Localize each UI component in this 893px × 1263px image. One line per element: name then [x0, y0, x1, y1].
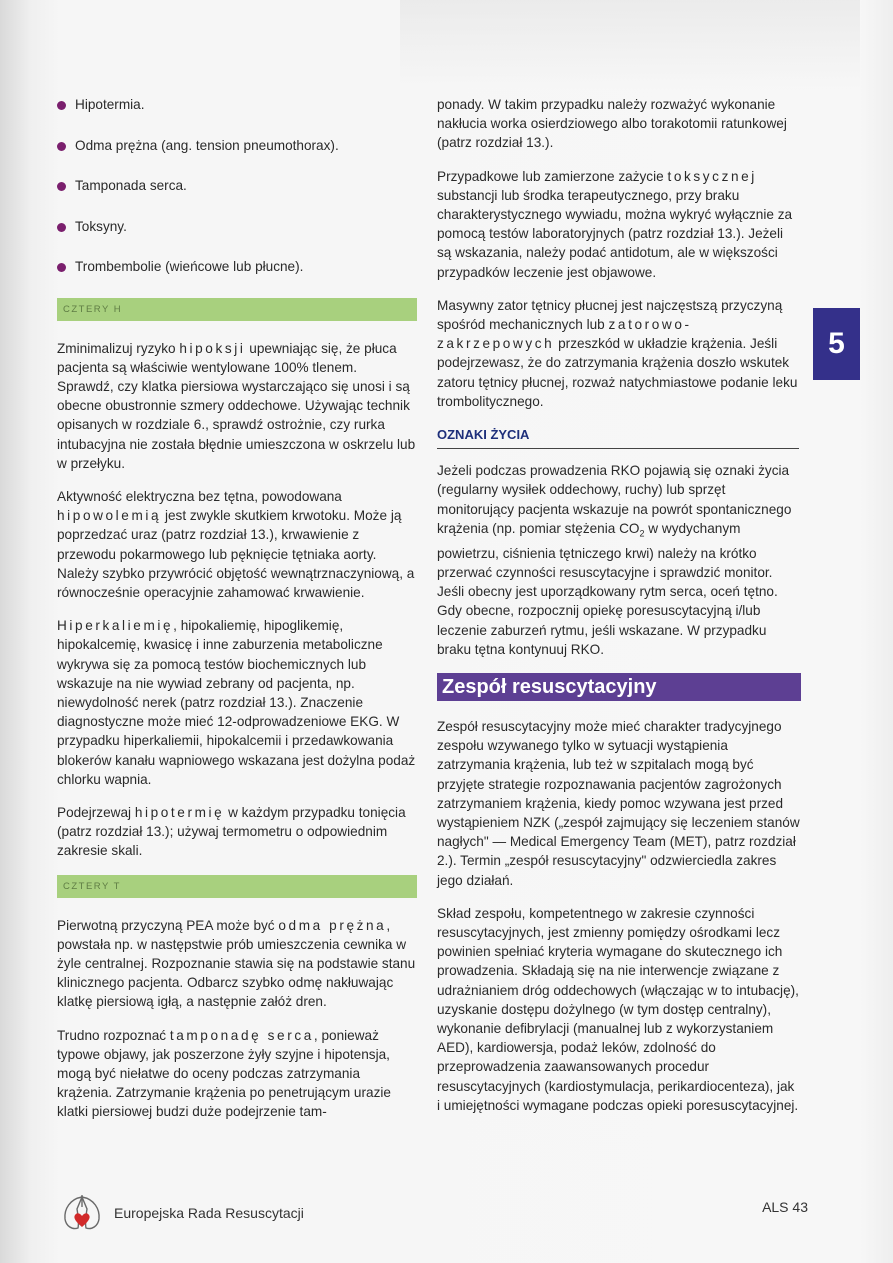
paragraph-tamponade: Trudno rozpoznać tamponadę serca, ponieważ typowe objawy, jak poszerzone żyły szyjne i hipotensja, mogą być niełatwe do oceny podczas zatrzymania krążenia. Zatrzymanie krążenia po penetrującym urazie klatki piersiowej budzi duże podejrzenie tam-	[57, 1027, 391, 1120]
list-item: Trombembolie (wieńcowe lub płucne).	[57, 257, 417, 276]
heading-signs-of-life: OZNAKI ŻYCIA	[437, 425, 799, 449]
paragraph-tamponade-continued: ponady. W takim przypadku należy rozważyć wykonanie nakłucia worka osierdziowego albo torakotomii ratunkowej (patrz rozdział 13.).	[437, 97, 787, 151]
footer-organization: Europejska Rada Resuscytacji	[114, 1205, 304, 1221]
erc-logo-icon	[60, 1193, 104, 1233]
paragraph-team-2: Skład zespołu, kompetentnego w zakresie czynności resuscytacyjnych, jest zmienny pomiędzy ośrodkami lecz powinien spełniać kryteria wymagane do skutecznego ich prowadzenia. Składają się na nie interwencje związane z udrażnianiem dróg oddechowych (włączając w to intubację), uzyskanie dostępu dożylnego (w tym dostęp centralny), wykonanie defibrylacji (manualnej lub z wykorzystaniem AED), kardiowersja, podaż leków, zdolność do przeprowadzenia zaawansowanych procedur resuscytacyjnych (kardiostymulacja, perikardiocenteza), jak i umiejętności wymagane podczas opieki poresuscytacyjnej.	[437, 905, 799, 1113]
paragraph-toxins: Przypadkowe lub zamierzone zażycie toksycznej substancji lub środka terapeutycznego, przy braku charakterystycznego wywiadu, można wykryć wyłącznie za pomocą testów laboratoryjnych (patrz rozdział 13.). Jeżeli są wskazania, należy podać antidotum, ale w większości przypadków leczenie jest objawowe.	[437, 168, 793, 280]
page-number: ALS 43	[762, 1199, 808, 1215]
paragraph-hypoxia: Zminimalizuj ryzyko hipoksji upewniając się, że płuca pacjenta są właściwie wentylowane 100% tlenem. Sprawdź, czy klatka piersiowa wystarczająco się unosi i są obecne obustronnie szmery oddechowe. Używając technik opisanych w rozdziale 6., sprawdź ostrożnie, czy rurka intubacyjna nie została błędnie umieszczona w oskrzelu lub w przełyku.	[57, 340, 416, 471]
list-item: Odma prężna (ang. tension pneumothorax).	[57, 136, 417, 155]
paragraph-hypovolemia: Aktywność elektryczna bez tętna, powodowana hipowolemią jest zwykle skutkiem krwotoku. Może ją poprzedzać uraz (patrz rozdział 13.), krwawienie z przewodu pokarmowego lub pęknięcie tętniaka aorty. Należy szybko przywrócić objętość wewnątrznaczyniową, a równocześnie operacyjnie zahamować krwawienie.	[57, 488, 415, 600]
paragraph-tension-pneumothorax: Pierwotną przyczyną PEA może być odma prężna, powstała np. w następstwie prób umieszczenia cewnika w żyle centralnej. Rozpoznanie stawia się na podstawie stanu klinicznego pacjenta. Odbarcz szybko odmę nakłuwając klatkę piersiową igłą, a następnie załóż dren.	[57, 917, 416, 1010]
left-column	[57, 95, 417, 1136]
heading-resuscitation-team: Zespół resuscytacyjny	[437, 673, 801, 701]
causes-list	[57, 95, 417, 276]
paragraph-hyperkalemia: Hiperkaliemię, hipokaliemię, hipoglikemię, hipokalcemię, kwasicę i inne zaburzenia metaboliczne wykrywa się za pomocą testów biochemicznych lub wskazuje na nie wywiad zebrany od pacjenta, np. niewydolność nerek (patrz rozdział 13.). Znaczenie diagnostyczne może mieć 12-odprowadzeniowe EKG. W przypadku hiperkaliemii, hipokalcemii i przedawkowania blokerów kanału wapniowego wskazana jest dożylna podaż chlorku wapnia.	[57, 618, 416, 787]
previous-page-bleed	[400, 0, 860, 90]
chapter-tab: 5	[813, 308, 860, 380]
band-cztery-h: CZTERY H	[57, 298, 417, 321]
paragraph-thromboembolism: Masywny zator tętnicy płucnej jest najczęstszą przyczyną spośród mechanicznych lub zatorowo-zakrzepowych przeszkód w układzie krążenia. Jeśli podejrzewasz, że do zatrzymania krążenia doszło wskutek zatoru tętnicy płucnej, rozważ natychmiastowe podanie leku trombolitycznego.	[437, 297, 798, 409]
page-footer	[60, 1193, 808, 1233]
list-item: Tamponada serca.	[57, 176, 417, 195]
list-item: Toksyny.	[57, 217, 417, 236]
paragraph-signs-of-life: Jeżeli podczas prowadzenia RKO pojawią się oznaki życia (regularny wysiłek oddechowy, ruchy) lub sprzęt monitorujący pacjenta wskazuje na powrót spontanicznego krążenia (np. pomiar stężenia $CO_2$ w wydychanym powietrzu, ciśnienia tętniczego krwi) należy na krótko przerwać czynności resuscytacyjne i sprawdzić monitor. Jeśli obecny jest uporządkowany rytm serca, oceń tętno. Gdy obecne, rozpocznij opiekę poresuscytacyjną i/lub leczenie zaburzeń rytmu, jeśli wskazane. W przypadku braku tętna kontynuuj RKO.	[437, 463, 792, 657]
right-column	[437, 95, 801, 1129]
list-item: Hipotermia.	[57, 95, 417, 114]
paragraph-hypothermia: Podejrzewaj hipotermię w każdym przypadku tonięcia (patrz rozdział 13.); używaj termometru o odpowiednim zakresie skali.	[57, 804, 406, 859]
paragraph-team-1: Zespół resuscytacyjny może mieć charakter tradycyjnego zespołu wzywanego tylko w sytuacji wystąpienia zatrzymania krążenia, lub też w szpitalach mogą być przyjęte strategie rozpoznawania pacjentów zagrożonych zatrzymaniem krążenia, kiedy pomoc wzywana jest przed wystąpieniem NZK („zespół zajmujący się leczeniem stanów nagłych" — Medical Emergency Team (MET), patrz rozdział 2.). Termin „zespół resuscytacyjny" odzwierciedla zakres jego działań.	[437, 719, 800, 888]
band-cztery-t: CZTERY T	[57, 875, 417, 898]
